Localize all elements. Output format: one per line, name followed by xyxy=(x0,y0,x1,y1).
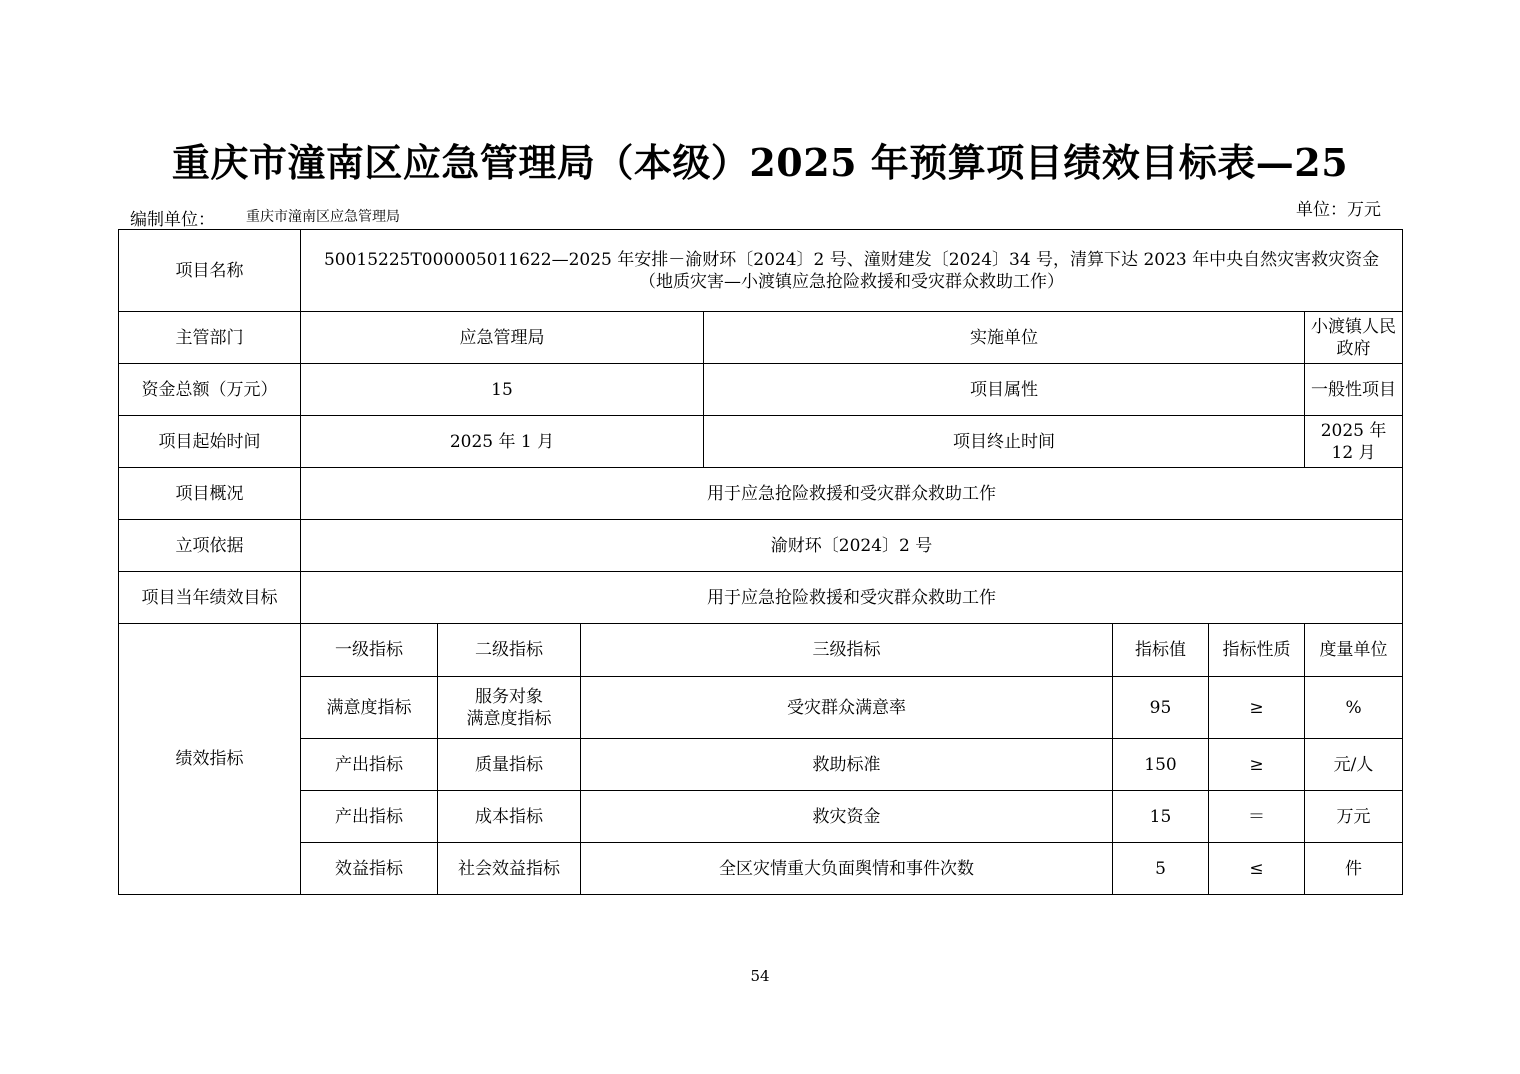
project-name-label: 项目名称 xyxy=(119,230,301,312)
attr-label: 项目属性 xyxy=(704,364,1305,416)
project-name-value xyxy=(301,230,1403,312)
indicator-nature: ≥ xyxy=(1209,677,1305,739)
goal-label: 项目当年绩效目标 xyxy=(119,572,301,624)
indicator-level2-line2: 满意度指标 xyxy=(466,708,552,729)
dept-label: 主管部门 xyxy=(119,312,301,364)
indicator-row xyxy=(119,791,1403,843)
indicator-level2: 社会效益指标 xyxy=(438,843,581,895)
goal-row xyxy=(119,572,1403,624)
header-unit: 度量单位 xyxy=(1305,624,1403,677)
dept-row xyxy=(119,312,1403,364)
basis-value: 渝财环〔2024〕2 号 xyxy=(301,520,1403,572)
end-value: 2025 年 12 月 xyxy=(1305,416,1403,468)
indicators-section-label: 绩效指标 xyxy=(119,624,301,895)
indicator-value: 15 xyxy=(1113,791,1209,843)
basis-label: 立项依据 xyxy=(119,520,301,572)
indicator-level3: 救灾资金 xyxy=(581,791,1113,843)
overview-label: 项目概况 xyxy=(119,468,301,520)
indicator-level1: 满意度指标 xyxy=(301,677,438,739)
indicator-level3: 受灾群众满意率 xyxy=(581,677,1113,739)
header-level2: 二级指标 xyxy=(438,624,581,677)
start-label: 项目起始时间 xyxy=(119,416,301,468)
end-label: 项目终止时间 xyxy=(704,416,1305,468)
header-level3: 三级指标 xyxy=(581,624,1113,677)
performance-table xyxy=(118,229,1403,895)
attr-value: 一般性项目 xyxy=(1305,364,1403,416)
indicator-row xyxy=(119,739,1403,791)
unit-label: 单位：万元 xyxy=(1296,200,1381,220)
impl-label: 实施单位 xyxy=(704,312,1305,364)
page-title: 重庆市潼南区应急管理局（本级）2025 年预算项目绩效目标表—25 xyxy=(171,140,1349,185)
dept-value: 应急管理局 xyxy=(301,312,704,364)
indicator-header-row xyxy=(119,624,1403,677)
indicator-level2-line1: 服务对象 xyxy=(475,686,543,707)
start-value: 2025 年 1 月 xyxy=(301,416,704,468)
indicator-nature: ≤ xyxy=(1209,843,1305,895)
org-name: 重庆市潼南区应急管理局 xyxy=(246,209,400,225)
goal-value: 用于应急抢险救援和受灾群众救助工作 xyxy=(301,572,1403,624)
indicator-level3: 救助标准 xyxy=(581,739,1113,791)
impl-value: 小渡镇人民政府 xyxy=(1305,312,1403,364)
fund-value: 15 xyxy=(301,364,704,416)
header-level1: 一级指标 xyxy=(301,624,438,677)
page-number: 54 xyxy=(750,967,770,985)
indicator-level2 xyxy=(438,677,581,739)
indicator-level1: 产出指标 xyxy=(301,791,438,843)
project-name-row xyxy=(119,230,1403,312)
indicator-row xyxy=(119,843,1403,895)
indicator-unit: % xyxy=(1305,677,1403,739)
fund-row xyxy=(119,364,1403,416)
fund-label: 资金总额（万元） xyxy=(119,364,301,416)
basis-row xyxy=(119,520,1403,572)
indicator-nature: ＝ xyxy=(1209,791,1305,843)
indicator-level2: 成本指标 xyxy=(438,791,581,843)
time-row xyxy=(119,416,1403,468)
project-name-line1: 50015225T000005011622—2025 年安排－渝财环〔2024〕2 号、潼财建发〔2024〕34 号，清算下达 2023 年中央自然灾害救灾资金 xyxy=(323,249,1380,270)
indicator-level3: 全区灾情重大负面舆情和事件次数 xyxy=(581,843,1113,895)
overview-row xyxy=(119,468,1403,520)
indicator-level1: 产出指标 xyxy=(301,739,438,791)
header-value: 指标值 xyxy=(1113,624,1209,677)
indicator-value: 95 xyxy=(1113,677,1209,739)
indicator-level2: 质量指标 xyxy=(438,739,581,791)
indicator-unit: 件 xyxy=(1305,843,1403,895)
indicator-value: 150 xyxy=(1113,739,1209,791)
indicator-level1: 效益指标 xyxy=(301,843,438,895)
indicator-unit: 万元 xyxy=(1305,791,1403,843)
indicator-value: 5 xyxy=(1113,843,1209,895)
header-nature: 指标性质 xyxy=(1209,624,1305,677)
indicator-unit: 元/人 xyxy=(1305,739,1403,791)
project-name-line2: （地质灾害—小渡镇应急抢险救援和受灾群众救助工作） xyxy=(639,271,1065,292)
indicator-nature: ≥ xyxy=(1209,739,1305,791)
org-label: 编制单位： xyxy=(130,210,215,230)
overview-value: 用于应急抢险救援和受灾群众救助工作 xyxy=(301,468,1403,520)
indicator-row xyxy=(119,677,1403,739)
